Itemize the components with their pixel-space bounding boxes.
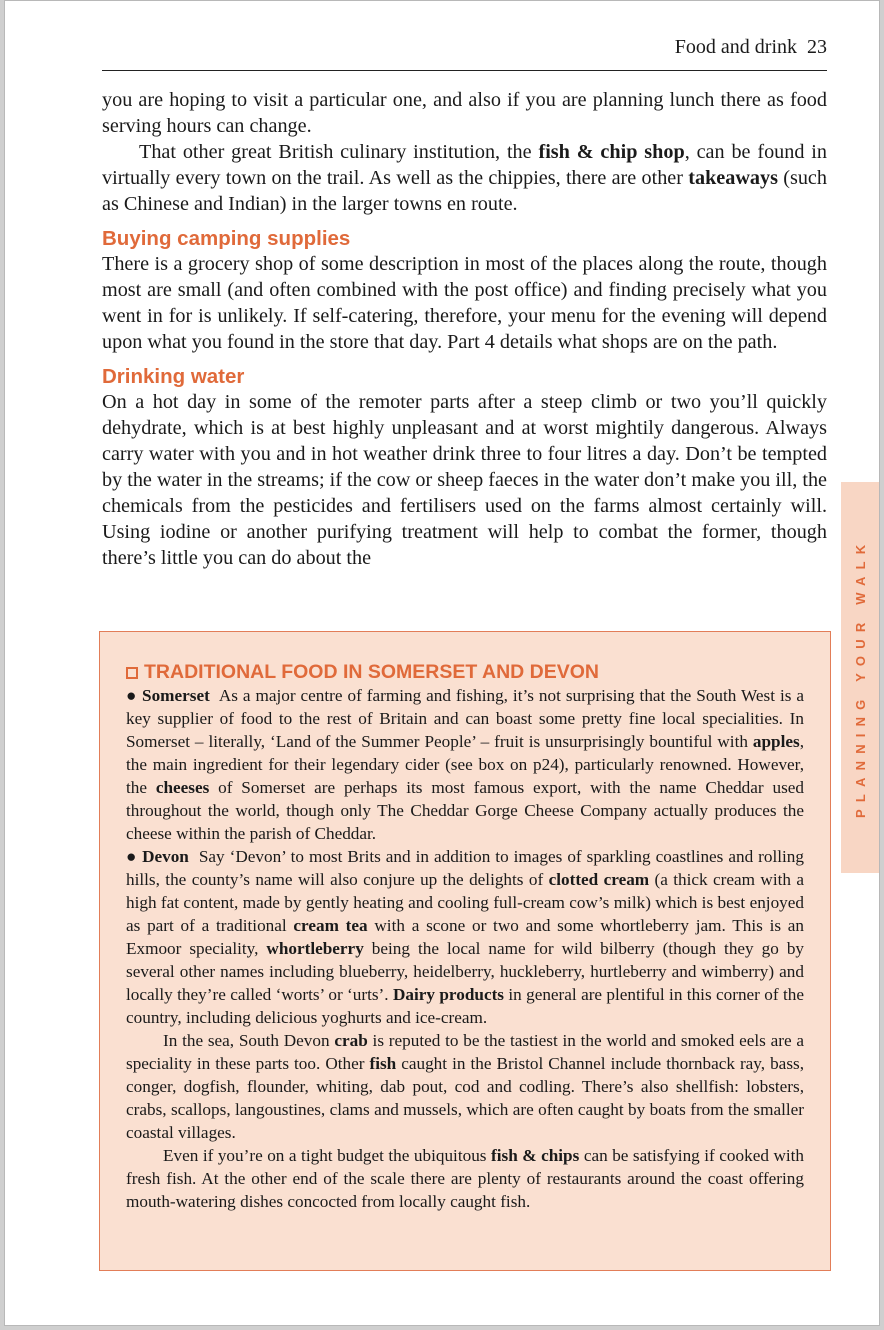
paragraph-fish-chips-budget: Even if you’re on a tight budget the ubiquitous fish & chips can be satisfying if cooked with fresh fish. At the other end of the scale there are plenty of restaurants around the coast offering mouth-watering dishes concocted from locally caught fish.: [126, 1146, 804, 1211]
term-somerset: Somerset: [142, 686, 210, 705]
term-takeaways: takeaways: [688, 167, 778, 189]
feature-box: [99, 631, 831, 1271]
main-text: [102, 87, 827, 571]
paragraph-continued: you are hoping to visit a particular one, and also if you are planning lunch there as food serving hours can change.: [102, 89, 827, 137]
side-tab-label: PLANNING YOUR WALK: [853, 537, 868, 819]
heading-drinking-water: Drinking water: [102, 365, 245, 388]
running-header: [102, 36, 827, 59]
page-number: 23: [807, 36, 827, 58]
term-fish-chip-shop: fish & chip shop: [538, 141, 685, 163]
paragraph-camping-supplies: There is a grocery shop of some description in most of the places along the route, though most are small (and often combined with the post office) and finding precisely what you went in for is unlikely. If self-catering, therefore, your menu for the evening will depend upon what you found in the store that day. Part 4 details what shops are on the path.: [102, 253, 827, 353]
bullet-icon: ●: [126, 686, 138, 705]
paragraph-seafood: In the sea, South Devon crab is reputed to be the tastiest in the world and smoked eels are a speciality in these parts too. Other fish caught in the Bristol Channel include thornback ray, bass, conger, dogfish, flounder, whiting, dab pout, cod and codling. There’s also shellfish: lobsters, crabs, scallops, langoustines, clams and mussels, which are often caught by boats from the smaller coastal villages.: [126, 1031, 804, 1142]
header-rule: [102, 70, 827, 71]
bullet-icon: ●: [126, 847, 138, 866]
book-page: [4, 0, 880, 1326]
term-devon: Devon: [142, 847, 189, 866]
box-title: TRADITIONAL FOOD IN SOMERSET AND DEVON: [126, 660, 804, 684]
header-section-title: Food and drink: [674, 36, 797, 58]
heading-camping-supplies: Buying camping supplies: [102, 227, 351, 250]
paragraph-drinking-water: On a hot day in some of the remoter parts after a steep climb or two you’ll quickly dehydrate, which is at best highly unpleasant and at worst mightily dangerous. Always carry water with you and in hot weather drink three to four litres a day. Don’t be tempted by the water in the streams; if the cow or sheep faeces in the water don’t make you ill, the chemicals from the pesticides and fertilisers used on the farms almost certainly will. Using iodine or another purifying treatment will help to combat the former, though there’s little you can do about the: [102, 391, 828, 569]
paragraph-somerset: ● Somerset As a major centre of farming and fishing, it’s not surprising that the South West is a key supplier of food to the rest of Britain and can boast some pretty fine local specialities. In Somerset – literally, ‘Land of the Summer People’ – fruit is unsurprisingly bountiful with apples, the main ingredient for their legendary cider (see box on p24), particularly renowned. However, the cheeses of Somerset are perhaps its most famous export, with the name Cheddar used throughout the world, though only The Cheddar Gorge Cheese Company actually produces the cheese within the parish of Cheddar.: [126, 686, 804, 843]
paragraph-fish-and-chips: That other great British culinary institution, the fish & chip shop, can be found in virtually every town on the trail. As well as the chippies, there are other takeaways (such as Chinese and Indian) in the larger towns en route.: [102, 141, 827, 215]
feature-box-content: [126, 660, 804, 1213]
paragraph-devon: ● Devon Say ‘Devon’ to most Brits and in addition to images of sparkling coastlines and rolling hills, the county’s name will also conjure up the delights of clotted cream (a thick cream with a high fat content, made by gently heating and cooling full-cream cow’s milk) which is best enjoyed as part of a traditional cream tea with a scone or two and some whortleberry jam. This is an Exmoor speciality, whortleberry being the local name for wild bilberry (though they go by several other names including blueberry, heidelberry, huckleberry, hurtleberry and wimberry) and locally they’re called ‘worts’ or ‘urts’. Dairy products in general are plentiful in this corner of the country, including delicious yoghurts and ice-cream.: [126, 847, 805, 1027]
checkbox-icon: [126, 667, 138, 679]
